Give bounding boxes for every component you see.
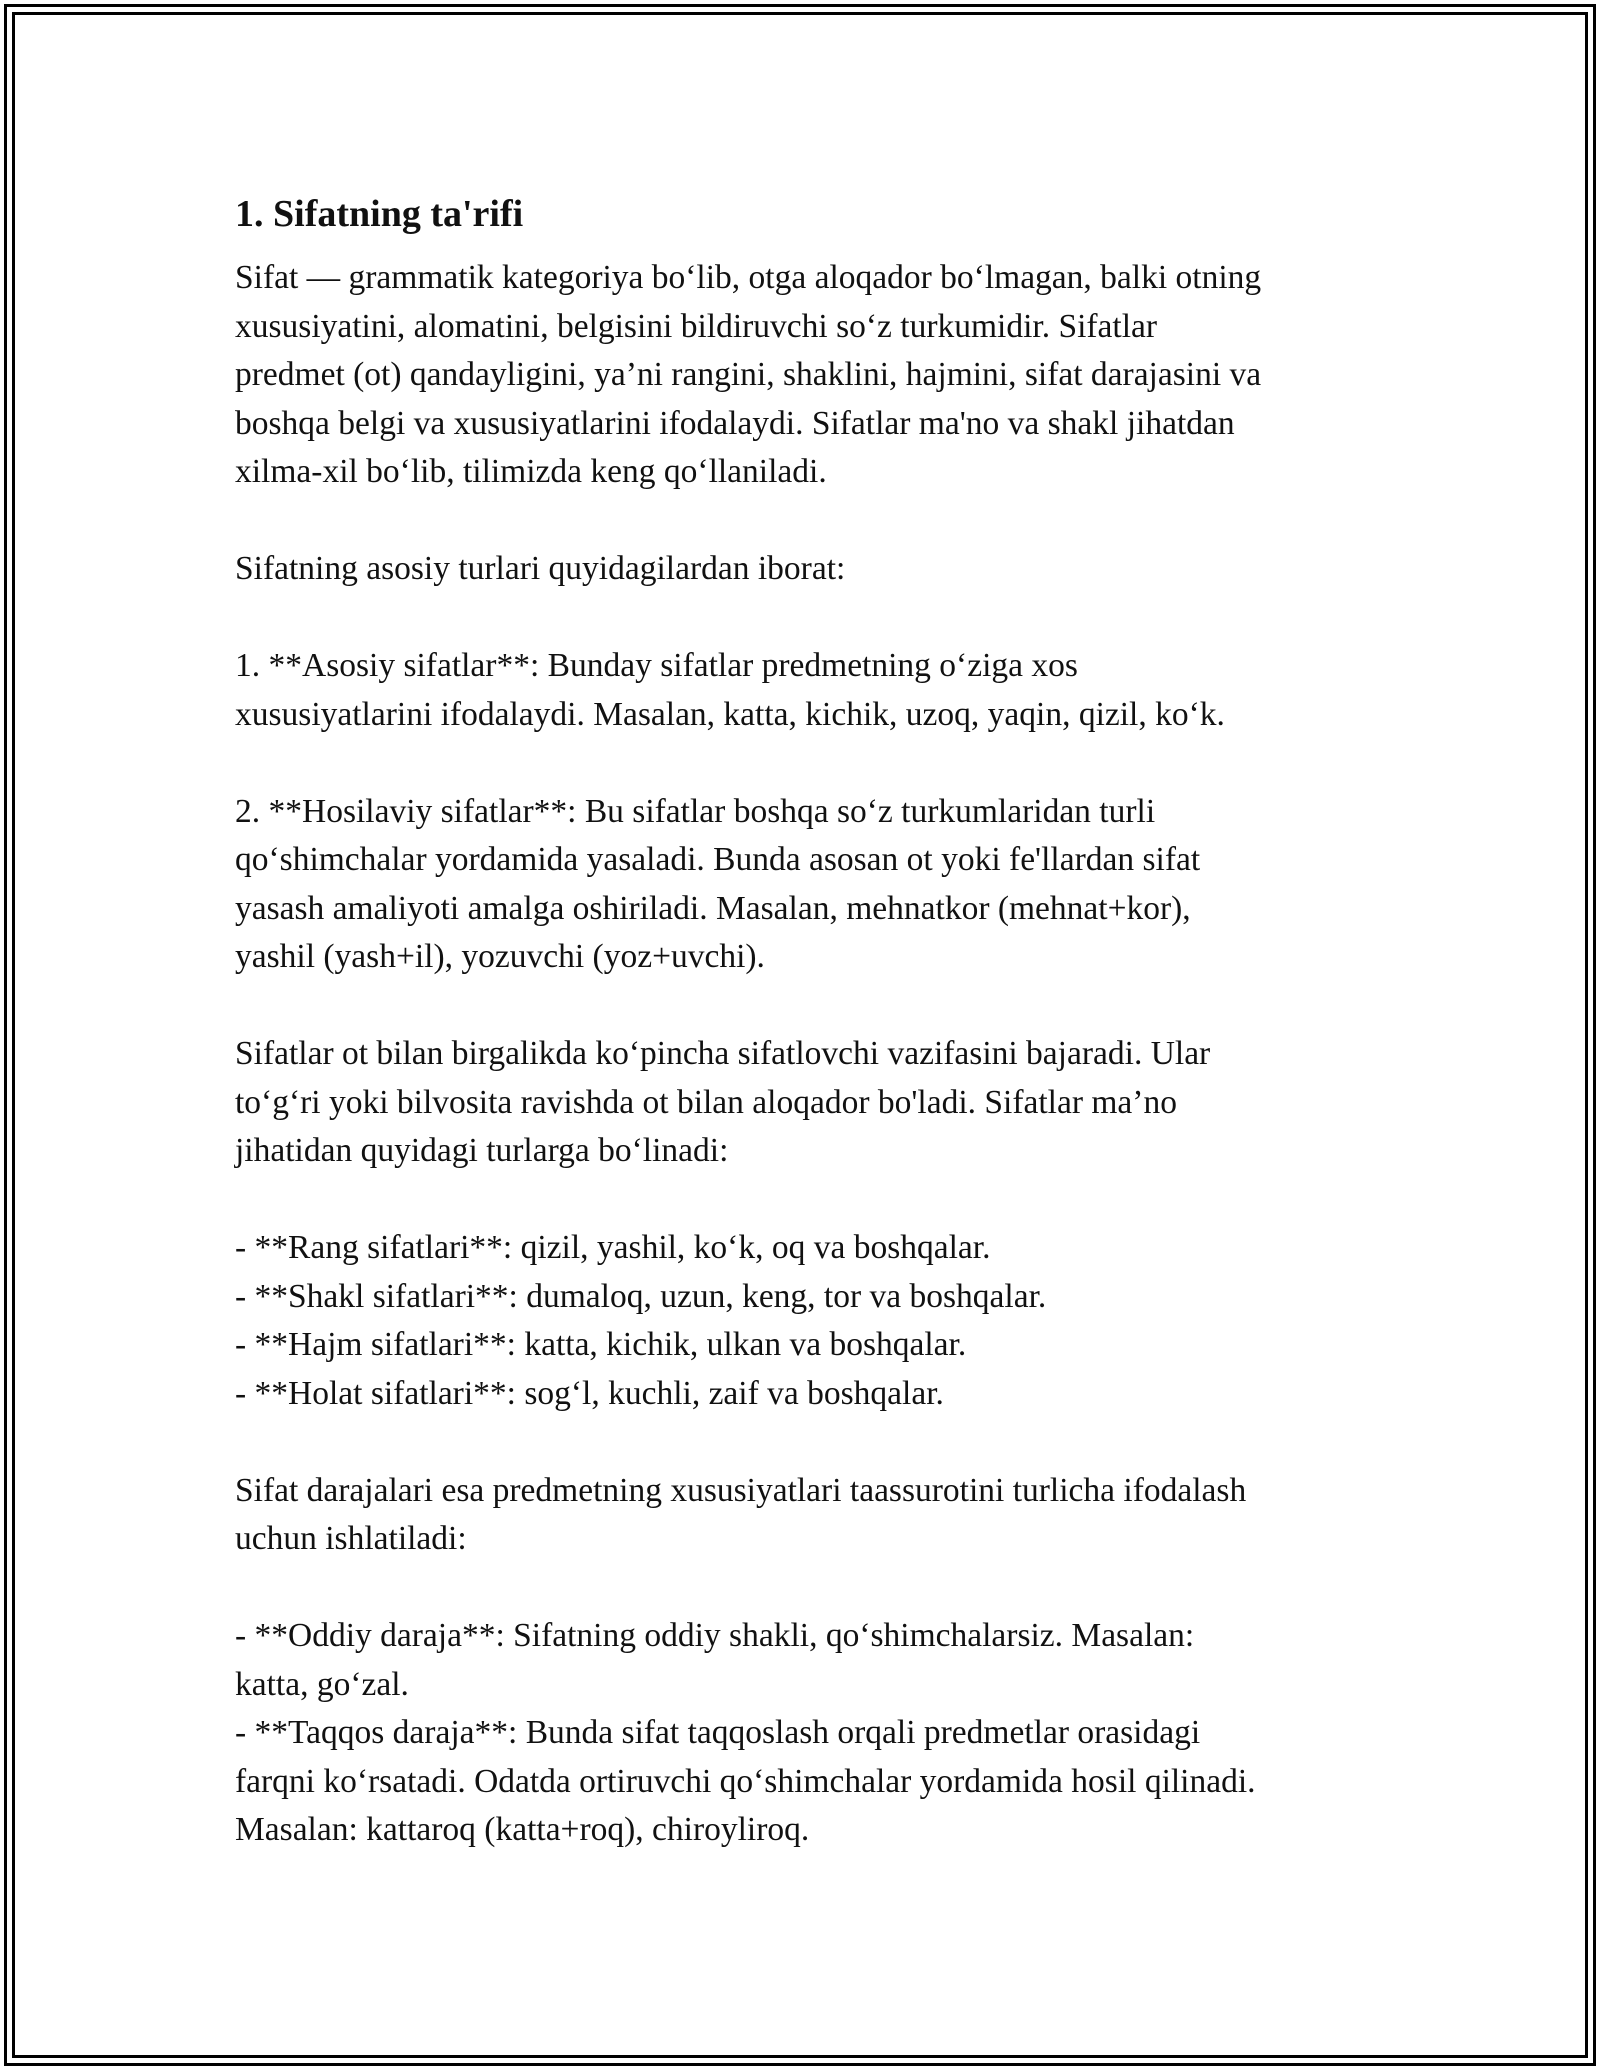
text-line: uchun ishlatiladi: [235, 1520, 467, 1557]
list-item: farqni ko‘rsatadi. Odatda ortiruvchi qo‘shimchalar yordamida hosil qilinadi. [235, 1762, 1256, 1800]
text-line: 2. **Hosilaviy sifatlar**: Bu sifatlar boshqa so‘z turkumlaridan turli [235, 792, 1156, 830]
paragraph-degrees-intro [235, 1467, 1375, 1564]
list-item: - **Holat sifatlari**: sog‘l, kuchli, zaif va boshqalar. [235, 1374, 944, 1412]
text-line: xususiyatlarini ifodalaydi. Masalan, katta, kichik, uzoq, yaqin, qizil, ko‘k. [235, 695, 1225, 733]
text-line: Sifat darajalari esa predmetning xususiyatlari taassurotini turlicha ifodalash [235, 1471, 1247, 1509]
list-degrees [235, 1612, 1375, 1855]
text-line: yashil (yash+il), yozuvchi (yoz+uvchi). [235, 938, 765, 975]
text-line: qo‘shimchalar yordamida yasaladi. Bunda asosan ot yoki fe'llardan sifat [235, 841, 1201, 878]
text-line: 1. **Asosiy sifatlar**: Bunday sifatlar predmetning o‘ziga xos [235, 647, 1078, 684]
document-body [235, 184, 1375, 1903]
paragraph-types-intro [235, 545, 1375, 594]
section-heading: 1. Sifatning ta'rifi [235, 193, 524, 235]
text-line: Sifatning asosiy turlari quyidagilardan iborat: [235, 550, 846, 587]
list-item: - **Shakl sifatlari**: dumaloq, uzun, keng, tor va boshqalar. [235, 1277, 1047, 1315]
text-line: predmet (ot) qandayligini, ya’ni rangini, shaklini, hajmini, sifat darajasini va [235, 356, 1262, 393]
list-item: katta, go‘zal. [235, 1665, 409, 1703]
text-line: xususiyatini, alomatini, belgisini bildiruvchi so‘z turkumidir. Sifatlar [235, 307, 1158, 345]
paragraph-usage [235, 1030, 1375, 1176]
list-item: - **Hajm sifatlari**: katta, kichik, ulkan va boshqalar. [235, 1326, 967, 1363]
text-line: Sifat — grammatik kategoriya bo‘lib, otga aloqador bo‘lmagan, balki otning [235, 259, 1262, 296]
list-item: - **Taqqos daraja**: Bunda sifat taqqoslash orqali predmetlar orasidagi [235, 1714, 1201, 1751]
paragraph-derived-adjectives [235, 788, 1375, 982]
text-line: boshqa belgi va xususiyatlarini ifodalaydi. Sifatlar ma'no va shakl jihatdan [235, 404, 1235, 442]
list-item: Masalan: kattaroq (katta+roq), chiroyliroq. [235, 1811, 810, 1848]
paragraph-definition [235, 254, 1375, 497]
paragraph-basic-adjectives [235, 642, 1375, 739]
list-meaning-types [235, 1224, 1375, 1418]
text-line: Sifatlar ot bilan birgalikda ko‘pincha sifatlovchi vazifasini bajaradi. Ular [235, 1035, 1211, 1072]
list-item: - **Oddiy daraja**: Sifatning oddiy shakli, qo‘shimchalarsiz. Masalan: [235, 1617, 1195, 1654]
list-item: - **Rang sifatlari**: qizil, yashil, ko‘k, oq va boshqalar. [235, 1229, 991, 1266]
text-line: to‘g‘ri yoki bilvosita ravishda ot bilan aloqador bo'ladi. Sifatlar ma’no [235, 1083, 1177, 1121]
text-line: yasash amaliyoti amalga oshiriladi. Masalan, mehnatkor (mehnat+kor), [235, 889, 1191, 927]
text-line: xilma-xil bo‘lib, tilimizda keng qo‘llaniladi. [235, 453, 827, 490]
text-line: jihatidan quyidagi turlarga bo‘linadi: [235, 1132, 729, 1169]
